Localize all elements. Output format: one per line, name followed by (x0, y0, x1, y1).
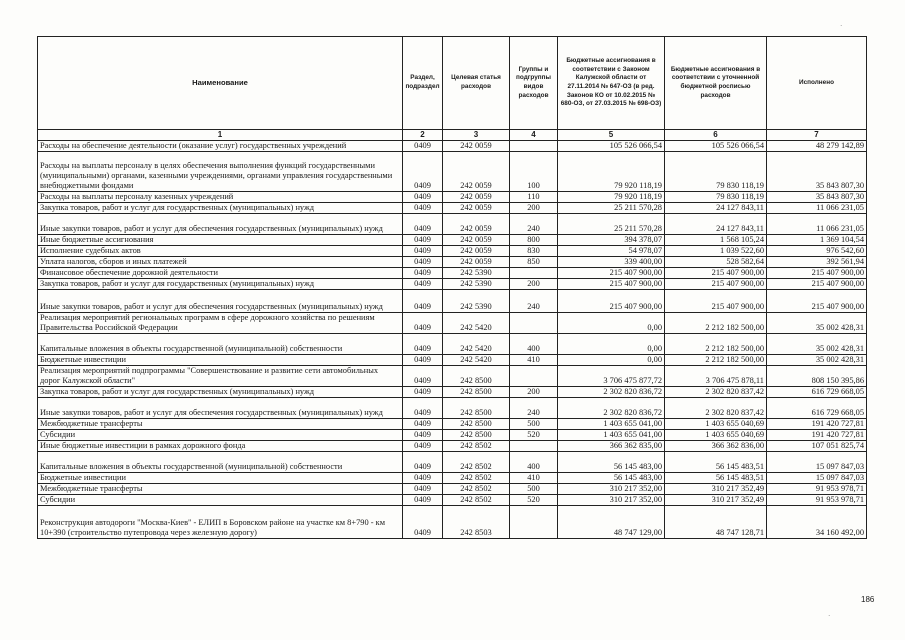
table-cell-target: 242 0059 (443, 246, 510, 257)
table-cell-executed: 34 160 492,00 (767, 506, 867, 539)
table-cell-section: 0409 (403, 452, 443, 473)
table-cell-target: 242 0059 (443, 152, 510, 192)
table-cell-target: 242 0059 (443, 141, 510, 152)
table-cell-name: Иные закупки товаров, работ и услуг для обеспечения государственных (муниципальных) нужд (38, 398, 403, 419)
table-cell-section: 0409 (403, 313, 443, 334)
table-cell-budget-law: 56 145 483,00 (558, 452, 665, 473)
table-cell-section: 0409 (403, 192, 443, 203)
table-cell-budget-law: 105 526 066,54 (558, 141, 665, 152)
table-cell-group: 400 (510, 334, 558, 355)
table-cell-budget-refined: 3 706 475 878,11 (665, 366, 767, 387)
table-row (38, 141, 867, 152)
column-number: 1 (38, 130, 403, 141)
table-cell-target: 242 8500 (443, 398, 510, 419)
table-cell-budget-refined: 56 145 483,51 (665, 473, 767, 484)
table-cell-group: 200 (510, 279, 558, 290)
table-cell-target: 242 8500 (443, 419, 510, 430)
table-cell-budget-refined: 24 127 843,11 (665, 214, 767, 235)
table-cell-target: 242 0059 (443, 235, 510, 246)
table-cell-budget-refined: 105 526 066,54 (665, 141, 767, 152)
table-cell-section: 0409 (403, 387, 443, 398)
table-cell-executed: 976 542,60 (767, 246, 867, 257)
table-cell-section: 0409 (403, 141, 443, 152)
table-cell-group: 410 (510, 473, 558, 484)
table-cell-section: 0409 (403, 279, 443, 290)
table-cell-budget-law: 2 302 820 836,72 (558, 387, 665, 398)
table-cell-budget-law: 0,00 (558, 334, 665, 355)
table-cell-budget-refined: 56 145 483,51 (665, 452, 767, 473)
table-cell-name: Бюджетные инвестиции (38, 473, 403, 484)
table-cell-target: 242 8502 (443, 495, 510, 506)
table-cell-target: 242 8502 (443, 452, 510, 473)
table-row (38, 268, 867, 279)
table-cell-target: 242 8502 (443, 441, 510, 452)
table-cell-target: 242 0059 (443, 192, 510, 203)
table-cell-name: Реализация мероприятий региональных программ в сфере дорожного хозяйства по решениям Правительства Российской Федерации (38, 313, 403, 334)
column-number: 4 (510, 130, 558, 141)
table-cell-section: 0409 (403, 419, 443, 430)
table-cell-group: 500 (510, 484, 558, 495)
table-cell-budget-law: 1 403 655 041,00 (558, 419, 665, 430)
table-cell-budget-refined: 1 403 655 040,69 (665, 430, 767, 441)
table-cell-budget-law: 79 920 118,19 (558, 152, 665, 192)
header-name: Наименование (38, 37, 403, 130)
table-cell-name: Бюджетные инвестиции (38, 355, 403, 366)
table-row (38, 473, 867, 484)
table-cell-name: Реконструкция автодороги "Москва-Киев" - ЕЛИП в Боровском районе на участке км 8+790 - км 10+390 (строительство путепровода через железную дорогу) (38, 506, 403, 539)
table-cell-name: Субсидии (38, 430, 403, 441)
table-cell-section: 0409 (403, 355, 443, 366)
table-cell-target: 242 5420 (443, 355, 510, 366)
table-cell-group: 200 (510, 387, 558, 398)
column-number: 6 (665, 130, 767, 141)
scan-mark: · (840, 22, 843, 30)
table-cell-section: 0409 (403, 441, 443, 452)
table-cell-target: 242 0059 (443, 203, 510, 214)
table-cell-executed: 48 279 142,89 (767, 141, 867, 152)
header-row (38, 37, 867, 130)
table-cell-section: 0409 (403, 246, 443, 257)
table-cell-executed: 15 097 847,03 (767, 452, 867, 473)
table-cell-budget-law: 0,00 (558, 355, 665, 366)
table-cell-name: Межбюджетные трансферты (38, 484, 403, 495)
table-cell-section: 0409 (403, 290, 443, 313)
table-cell-budget-law: 0,00 (558, 313, 665, 334)
table-cell-target: 242 8500 (443, 387, 510, 398)
table-cell-executed: 392 561,94 (767, 257, 867, 268)
table-cell-section: 0409 (403, 268, 443, 279)
table-cell-target: 242 5390 (443, 279, 510, 290)
table-body (38, 130, 867, 539)
table-cell-group (510, 366, 558, 387)
table-cell-target: 242 5420 (443, 313, 510, 334)
column-number: 5 (558, 130, 665, 141)
table-cell-budget-law: 215 407 900,00 (558, 279, 665, 290)
table-cell-name: Исполнение судебных актов (38, 246, 403, 257)
table-cell-executed: 35 843 807,30 (767, 152, 867, 192)
table-row (38, 334, 867, 355)
table-cell-group (510, 268, 558, 279)
table-cell-group (510, 506, 558, 539)
table-cell-name: Уплата налогов, сборов и иных платежей (38, 257, 403, 268)
table-cell-section: 0409 (403, 484, 443, 495)
table-cell-budget-refined: 2 212 182 500,00 (665, 334, 767, 355)
table-cell-name: Иные закупки товаров, работ и услуг для обеспечения государственных (муниципальных) нужд (38, 290, 403, 313)
table-cell-executed: 808 150 395,86 (767, 366, 867, 387)
table-cell-section: 0409 (403, 506, 443, 539)
table-cell-budget-refined: 1 568 105,24 (665, 235, 767, 246)
table-cell-group: 410 (510, 355, 558, 366)
table-cell-name: Капитальные вложения в объекты государственной (муниципальной) собственности (38, 452, 403, 473)
table-cell-section: 0409 (403, 257, 443, 268)
table-cell-target: 242 8502 (443, 473, 510, 484)
table-row (38, 495, 867, 506)
table-cell-section: 0409 (403, 203, 443, 214)
table-cell-executed: 191 420 727,81 (767, 430, 867, 441)
table-cell-budget-law: 215 407 900,00 (558, 268, 665, 279)
table-row (38, 235, 867, 246)
table-cell-budget-law: 79 920 118,19 (558, 192, 665, 203)
table-row (38, 452, 867, 473)
table-cell-budget-law: 310 217 352,00 (558, 484, 665, 495)
table-cell-name: Закупка товаров, работ и услуг для государственных (муниципальных) нужд (38, 203, 403, 214)
table-cell-group: 400 (510, 452, 558, 473)
table-row (38, 506, 867, 539)
table-cell-executed: 616 729 668,05 (767, 398, 867, 419)
table-cell-budget-law: 25 211 570,28 (558, 203, 665, 214)
table-cell-group: 520 (510, 495, 558, 506)
table-cell-target: 242 8503 (443, 506, 510, 539)
table-cell-budget-refined: 48 747 128,71 (665, 506, 767, 539)
budget-table (37, 36, 867, 539)
header-section: Раздел, подраздел (403, 37, 443, 130)
table-cell-executed: 11 066 231,05 (767, 214, 867, 235)
table-cell-executed: 215 407 900,00 (767, 279, 867, 290)
table-cell-budget-refined: 2 302 820 837,42 (665, 398, 767, 419)
table-cell-name: Субсидии (38, 495, 403, 506)
table-cell-budget-law: 48 747 129,00 (558, 506, 665, 539)
table-row (38, 355, 867, 366)
table-cell-budget-law: 3 706 475 877,72 (558, 366, 665, 387)
table-cell-name: Расходы на выплаты персоналу в целях обеспечения выполнения функций государственными (муниципальными) органами, казенными учреждениями, органами управления государственными внебюджетными фондами (38, 152, 403, 192)
table-cell-budget-refined: 310 217 352,49 (665, 484, 767, 495)
table-cell-group (510, 313, 558, 334)
table-cell-group: 500 (510, 419, 558, 430)
table-cell-name: Иные закупки товаров, работ и услуг для обеспечения государственных (муниципальных) нужд (38, 214, 403, 235)
table-cell-budget-refined: 1 403 655 040,69 (665, 419, 767, 430)
table-cell-executed: 35 002 428,31 (767, 334, 867, 355)
table-cell-executed: 616 729 668,05 (767, 387, 867, 398)
table-row (38, 419, 867, 430)
table-row (38, 313, 867, 334)
table-cell-budget-law: 215 407 900,00 (558, 290, 665, 313)
table-cell-name: Капитальные вложения в объекты государственной (муниципальной) собственности (38, 334, 403, 355)
table-row (38, 257, 867, 268)
table-cell-budget-refined: 310 217 352,49 (665, 495, 767, 506)
column-number-row (38, 130, 867, 141)
table-cell-budget-law: 310 217 352,00 (558, 495, 665, 506)
table-cell-section: 0409 (403, 214, 443, 235)
table-cell-budget-refined: 2 212 182 500,00 (665, 355, 767, 366)
table-cell-budget-refined: 366 362 836,00 (665, 441, 767, 452)
table-cell-group: 110 (510, 192, 558, 203)
table-cell-group: 200 (510, 203, 558, 214)
table-cell-executed: 107 051 825,74 (767, 441, 867, 452)
table-cell-group: 850 (510, 257, 558, 268)
table-row (38, 387, 867, 398)
table-cell-budget-refined: 2 212 182 500,00 (665, 313, 767, 334)
table-cell-target: 242 8500 (443, 366, 510, 387)
table-row (38, 366, 867, 387)
table-cell-section: 0409 (403, 495, 443, 506)
table-cell-name: Финансовое обеспечение дорожной деятельности (38, 268, 403, 279)
table-cell-executed: 35 002 428,31 (767, 313, 867, 334)
table-cell-executed: 91 953 978,71 (767, 495, 867, 506)
table-cell-target: 242 5420 (443, 334, 510, 355)
table-row (38, 192, 867, 203)
table-cell-budget-refined: 1 039 522,60 (665, 246, 767, 257)
table-cell-budget-refined: 2 302 820 837,42 (665, 387, 767, 398)
table-cell-executed: 215 407 900,00 (767, 268, 867, 279)
table-cell-name: Расходы на обеспечение деятельности (оказание услуг) государственных учреждений (38, 141, 403, 152)
table-cell-section: 0409 (403, 366, 443, 387)
page-number: 186 (861, 595, 875, 604)
header-groups: Группы и подгруппы видов расходов (510, 37, 558, 130)
table-cell-group (510, 141, 558, 152)
table-cell-budget-refined: 528 582,64 (665, 257, 767, 268)
table-cell-section: 0409 (403, 430, 443, 441)
column-number: 7 (767, 130, 867, 141)
table-cell-section: 0409 (403, 235, 443, 246)
table-cell-target: 242 5390 (443, 268, 510, 279)
table-cell-executed: 191 420 727,81 (767, 419, 867, 430)
table-cell-group: 100 (510, 152, 558, 192)
table-cell-group (510, 441, 558, 452)
header-execution: Исполнено (767, 37, 867, 130)
table-cell-group: 830 (510, 246, 558, 257)
table-cell-budget-law: 25 211 570,28 (558, 214, 665, 235)
table-cell-group: 240 (510, 290, 558, 313)
table-cell-group: 800 (510, 235, 558, 246)
table-cell-budget-refined: 79 830 118,19 (665, 192, 767, 203)
table-cell-budget-law: 366 362 835,00 (558, 441, 665, 452)
column-number: 2 (403, 130, 443, 141)
table-cell-executed: 215 407 900,00 (767, 290, 867, 313)
table-cell-budget-law: 2 302 820 836,72 (558, 398, 665, 419)
table-cell-section: 0409 (403, 473, 443, 484)
table-cell-executed: 11 066 231,05 (767, 203, 867, 214)
table-cell-target: 242 0059 (443, 257, 510, 268)
header-budget-refined: Бюджетные ассигнования в соответствии с уточненной бюджетной росписью расходов (665, 37, 767, 130)
table-cell-budget-refined: 79 830 118,19 (665, 152, 767, 192)
table-cell-section: 0409 (403, 398, 443, 419)
table-cell-executed: 35 843 807,30 (767, 192, 867, 203)
table-cell-name: Закупка товаров, работ и услуг для государственных (муниципальных) нужд (38, 279, 403, 290)
table-row (38, 214, 867, 235)
table-cell-name: Реализация мероприятий подпрограммы "Совершенствование и развитие сети автомобильных дорог Калужской области" (38, 366, 403, 387)
table-cell-budget-refined: 215 407 900,00 (665, 268, 767, 279)
table-cell-group: 520 (510, 430, 558, 441)
table-row (38, 152, 867, 192)
table-cell-group: 240 (510, 214, 558, 235)
table-cell-section: 0409 (403, 152, 443, 192)
table-row (38, 290, 867, 313)
header-budget-law: Бюджетные ассигнования в соответствии с Законом Калужской области от 27.11.2014 № 647-ОЗ (в ред. Законов КО от 10.02.2015 № 680-ОЗ, от 27.03.2015 № 698-ОЗ) (558, 37, 665, 130)
table-cell-name: Межбюджетные трансферты (38, 419, 403, 430)
table-cell-target: 242 8502 (443, 484, 510, 495)
table-cell-target: 242 0059 (443, 214, 510, 235)
table-row (38, 430, 867, 441)
table-cell-target: 242 8500 (443, 430, 510, 441)
table-cell-name: Расходы на выплаты персоналу казенных учреждений (38, 192, 403, 203)
table-cell-target: 242 5390 (443, 290, 510, 313)
table-cell-budget-refined: 24 127 843,11 (665, 203, 767, 214)
table-cell-budget-law: 54 978,07 (558, 246, 665, 257)
table-row (38, 279, 867, 290)
table-cell-name: Иные бюджетные ассигнования (38, 235, 403, 246)
table-cell-section: 0409 (403, 334, 443, 355)
table-cell-executed: 35 002 428,31 (767, 355, 867, 366)
table-cell-budget-law: 339 400,00 (558, 257, 665, 268)
table-row (38, 398, 867, 419)
table-cell-budget-law: 1 403 655 041,00 (558, 430, 665, 441)
column-number: 3 (443, 130, 510, 141)
table-cell-executed: 91 953 978,71 (767, 484, 867, 495)
table-cell-executed: 1 369 104,54 (767, 235, 867, 246)
scan-mark: · (828, 612, 831, 620)
table-row (38, 484, 867, 495)
table-cell-budget-law: 394 378,07 (558, 235, 665, 246)
table-row (38, 441, 867, 452)
table-cell-budget-refined: 215 407 900,00 (665, 290, 767, 313)
table-cell-name: Закупка товаров, работ и услуг для государственных (муниципальных) нужд (38, 387, 403, 398)
table-cell-group: 240 (510, 398, 558, 419)
header-target: Целевая статья расходов (443, 37, 510, 130)
table-cell-budget-law: 56 145 483,00 (558, 473, 665, 484)
table-cell-executed: 15 097 847,03 (767, 473, 867, 484)
table-row (38, 203, 867, 214)
table-row (38, 246, 867, 257)
table-cell-name: Иные бюджетные инвестиции в рамках дорожного фонда (38, 441, 403, 452)
table-cell-budget-refined: 215 407 900,00 (665, 279, 767, 290)
